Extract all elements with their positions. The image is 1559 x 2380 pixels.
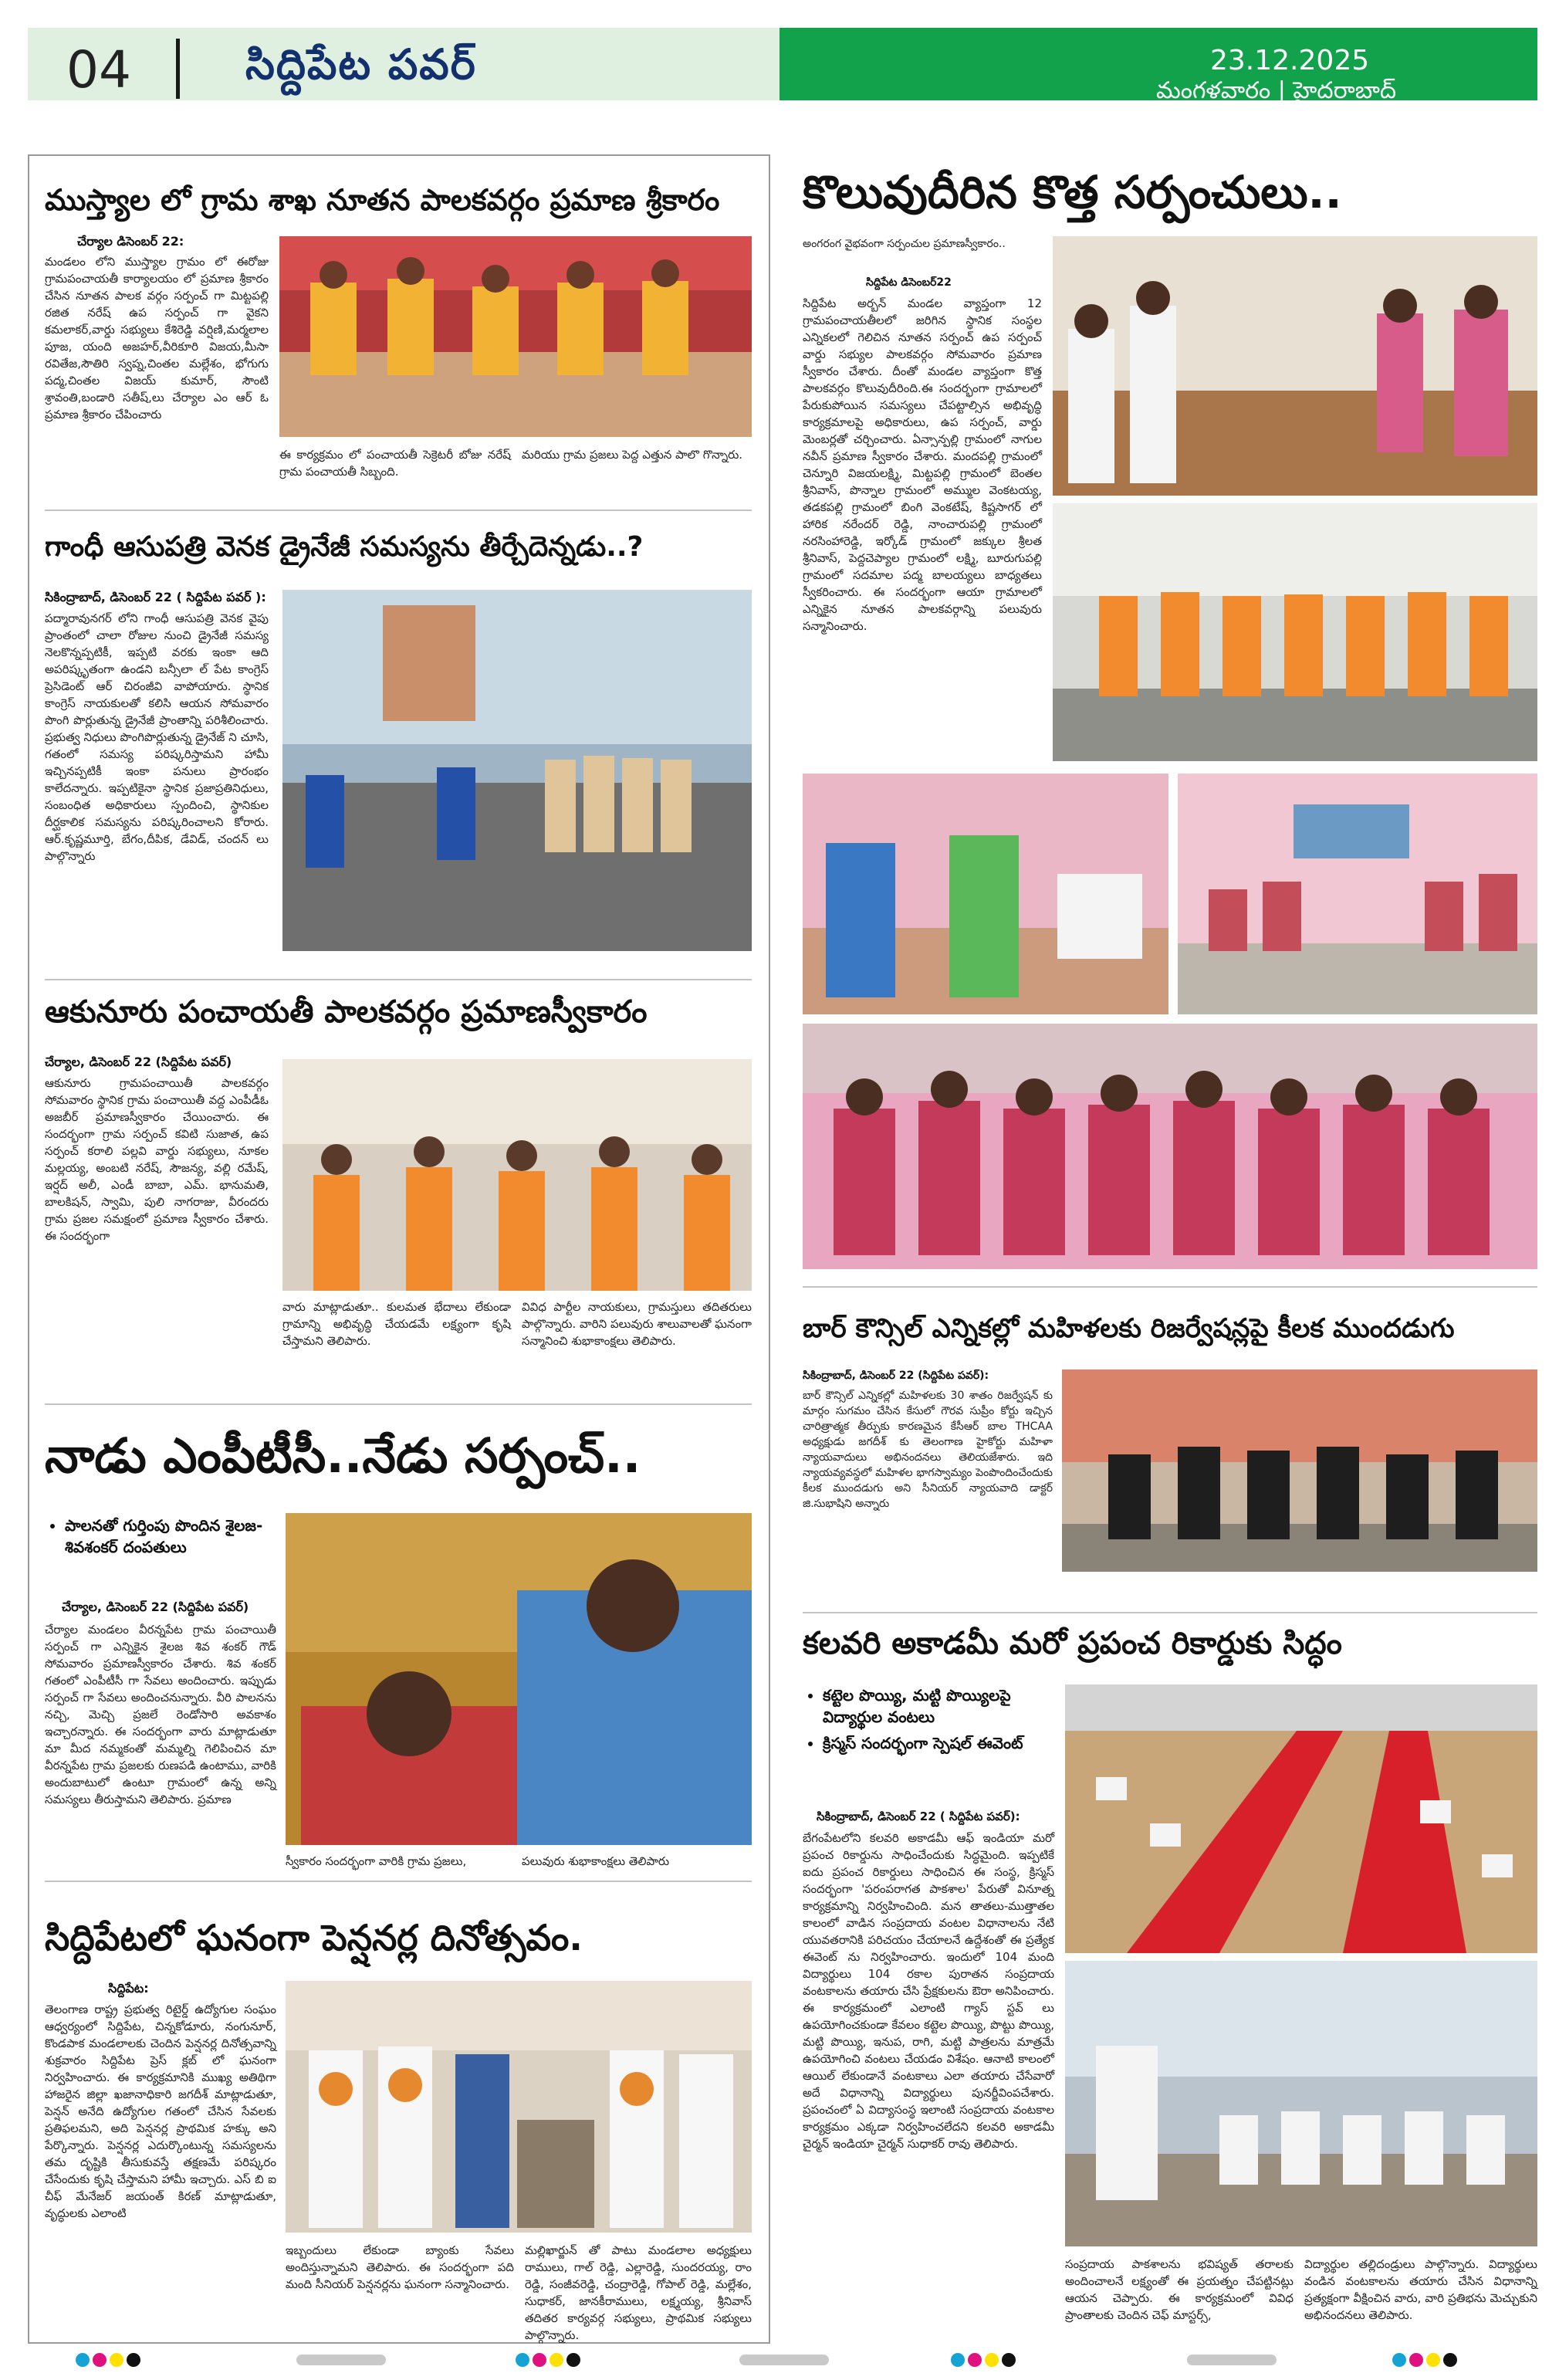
story-3-photo xyxy=(282,1059,752,1291)
story-8-bullets xyxy=(803,1684,1054,1759)
story-7-headline: బార్ కౌన్సిల్ ఎన్నికల్లో మహిళలకు రిజర్వేషన్లపై కీలక ముందడుగు xyxy=(803,1313,1455,1344)
story-5-photo xyxy=(286,1981,752,2233)
issue-day-city: మంగళవారం | హైదరాబాద్ xyxy=(1156,77,1397,104)
story-3-dateline: చేర్యాల, డిసెంబర్ 22 (సిద్దిపేట పవర్) xyxy=(45,1055,232,1069)
story-1-photo xyxy=(279,236,752,437)
story-6-photo-4 xyxy=(1178,774,1537,1014)
story-3-headline: ఆకునూరు పంచాయతీ పాలకవర్గం ప్రమాణస్వీకారం xyxy=(45,994,648,1030)
story-6-photo-5 xyxy=(803,1024,1537,1269)
story-6-kicker: అంగరంగ వైభవంగా సర్పంచుల ప్రమాణస్వీకారం.. xyxy=(803,238,1006,250)
story-6-headline: కొలువుదీరిన కొత్త సర్పంచులు.. xyxy=(803,166,1342,218)
story-divider xyxy=(45,979,752,980)
story-divider xyxy=(45,1403,752,1405)
story-8-body: బేగంపేటలోని కలవరి అకాడమీ ఆఫ్ ఇండియా మరో ప్రపంచ రికార్డును సాధించేందుకు సిద్ధమైంది. ఇప్పటికే ఐదు ప్రపంచ రికార్డులు సాధించిన ఈ సంస్థ, క్రిస్మస్ సందర్భంగా 'పరంపరాగత పాకశాల' పేరుతో వినూత్న కార్యక్రమాన్ని నిర్వహించింది. మన తాతలు-ముత్తాతల కాలంలో వాడిన సంప్రదాయ వంటల విధానాలను నేటి యువతరానికి పరిచయం చేయాలనే ఉద్దేశంతో ఈ ప్రత్యేక ఈవెంట్ ను నిర్వహించారు. ఇందులో 104 మంది విద్యార్థులు 104 రకాల పురాతన సంప్రదాయ వంటకాలను తయారు చేసి ప్రేక్షకులను ఔరా అనిపించారు. ఈ కార్యక్రమంలో ఎలాంటి గ్యాస్ స్టవ్ లు ఉపయోగించకుండా కేవలం కట్టెల పొయ్యి, పొట్టు పొయ్యి, మట్టి పొయ్యి, ఇనుప, రాగి, మట్టి పాత్రలను మాత్రమే ఉపయోగించి వంటలు చేయడం విశేషం. ఆనాటి కాలంలో ఆయిల్ లేకుండానే వంటకాలు ఎలా తయారు చేసేవారో అదే విధానాన్ని విద్యార్థులు పునర్జీవింపచేశారు. ప్రపంచంలో ఏ విద్యాసంస్థ ఇలాంటి సంప్రదాయ వంటకాల కార్యక్రమం ఎక్కడా నిర్వహించలేదని కలవరి అకాడమీ చైర్మన్ ఇండియా చైర్మన్ సుధాకర్ రావు తెలిపారు. xyxy=(803,1831,1054,2151)
story-divider xyxy=(45,1881,752,1882)
story-1-body-col3: మరియు గ్రామ ప్రజలు పెద్ద ఎత్తున పాలొ గొన్నారు. xyxy=(522,448,743,462)
story-3-body-col3: వివిధ పార్టీల నాయకులు, గ్రామస్తులు తదితరులు పాల్గొన్నారు. వారిని పలువురు శాలువాలతో ఘనంగా సన్మానించి శుభాకాంక్షలు తెలిపారు. xyxy=(522,1300,752,1348)
story-divider xyxy=(803,1612,1537,1613)
story-4-caption-left: స్వీకారం సందర్భంగా వారికి గ్రామ ప్రజలు, xyxy=(286,1854,467,1868)
story-7-body: బార్ కౌన్సిల్ ఎన్నికల్లో మహిళలకు 30 శాతం రిజర్వేషన్ కు మార్గం సుగమం చేసిన కేసులో గౌరవ సుప్రీం కోర్టు ఇచ్చిన చారిత్రాత్మక తీర్పుకు కారణమైన కేసీఆర్ బాల THCAA అధ్యక్షుడు జగదీశ్ కు తెలంగాణ హైకోర్టు మహిళా న్యాయవాదులు అభినందనలు తెలియజేశారు. ఇది న్యాయవ్యవస్థలో మహిళల భాగస్వామ్యం పెంపొందించేందుకు కీలక ముందడుగు అని సీనియర్ న్యాయవాది డాక్టర్ జి.సుభాషిని అన్నారు xyxy=(803,1390,1053,1510)
story-1-body: మండలం లోని ముస్త్యాల గ్రామం లో ఈరోజు గ్రామపంచాయతీ కార్యాలయం లో ప్రమాణ శ్రీకారం చేసిన నూతన పాలక వర్గం సర్పంచ్ గా మిట్టపల్లి రజిత నరేష్ ఉప సర్పంచ్ గా వైకని కమలాకర్,వార్డు సభ్యులు కేశిరెడ్డి వర్షిణి,మర్మలాల పూజ, యంది అజహర్,వీరికూరి విజయ,మీసా రవితేజ,సౌతిరి స్వప్న,చింతల మల్లేశం, భోగుగు పద్మ,చింతల విజయ్ కుమార్, సౌంటి శ్రావంతి,బండారి సతీష్,లు చేర్యాల ఎం ఆర్ ఓ ప్రమాణ శ్రీకారం చేపించారు xyxy=(45,255,269,421)
story-7-dateline: సికింద్రాబాద్, డిసెంబర్ 22 (సిద్దిపేట పవర్): xyxy=(803,1369,989,1382)
story-2-headline: గాంధీ ఆసుపత్రి వెనక డ్రైనేజీ సమస్యను తీర్చేదెన్నడు..? xyxy=(45,531,644,563)
story-divider xyxy=(803,1286,1537,1288)
header-divider xyxy=(176,39,180,99)
story-2-dateline: సికింద్రాబాద్, డిసెంబర్ 22 ( సిద్దిపేట పవర్ ): xyxy=(45,590,266,604)
story-8-body-col2: సంప్రదాయ పాకశాలను భవిష్యత్ తరాలకు అందించాలనే లక్ష్యంతో ఈ ప్రయత్నం చేపట్టినట్లు ఆయన చెప్పారు. ఈ కార్యక్రమంలో వివిధ ప్రాంతాలకు చెందిన చెఫ్ మాస్టర్స్, xyxy=(1065,2257,1294,2322)
story-3-body-col2: వారు మాట్లాడుతూ.. కులమత భేదాలు లేకుండా గ్రామాన్ని అభివృద్ధి చేయడమే లక్ష్యంగా కృషి చేస్తామని తెలిపారు. xyxy=(282,1300,511,1348)
story-2-body: పద్మారావునగర్ లోని గాంధీ ఆసుపత్రి వెనక వైపు ప్రాంతంలో చాలా రోజుల నుంచి డ్రైనేజీ సమస్య నెలకొన్నప్పటికీ, ఇప్పటి వరకు ఇంకా ఆది అపరిష్కృతంగా ఉండని బన్సీలా ల్ పేట కాంగ్రెస్ ప్రెసిడెంట్ ఆర్ చిరంజీవి వాపోయారు. స్థానిక కాంగ్రెస్ నాయకులతో కలిసి ఆయన సోమవారం పొంగి పొర్లుతున్న డ్రైనేజీ ప్రాంతాన్ని పరిశీలించారు. ప్రభుత్వ నిధులు పొంగిపొర్లుతున్న డ్రైనేజ్ ని చూసి, గతంలో సమస్య పరిష్కరిస్తామని హామీ ఇచ్చినప్పటికీ ఇంకా పనులు ప్రారంభం కాలేదన్నారు. ఇప్పటికైనా స్థానిక ప్రజాప్రతినిధులు, సంబంధిత అధికారులు స్పందించి, స్థానికుల దీర్ఘకాలిక సమస్యను పరిష్కరించాలని కోరారు. ఆర్.కృష్ణమూర్తి, బేగం,దీపిక, డేవిడ్, చందన్ లు పాల్గొన్నారు xyxy=(45,611,269,863)
story-8-photo-1 xyxy=(1065,1684,1537,1953)
story-6-body: సిద్దిపేట అర్బన్ మండల వ్యాప్తంగా 12 గ్రామపంచాయతీలలో జరిగిన స్థానిక సంస్థల ఎన్నికలలో గెలిచిన నూతన సర్పంచ్ ఉప సర్పంచ్ వార్డు సభ్యుల పాలకవర్గం సోమవారం ప్రమాణ స్వీకారం చేశారు. దీంతో మండల వ్యాప్తంగా కొత్త పాలకవర్గం కొలువుదీరింది.ఈ సందర్భంగా గ్రామాలలో పేరుకుపోయిన సమస్యలు చేపట్టాల్సిన అభివృద్ధి కార్యక్రమాలపై అధికారులు, ఉప సర్పంచ్, వార్డు మెంబర్లతో చర్చించారు. ఏన్సాన్పల్లి గ్రామంలో నాగుల నవీన్ ప్రమాణ స్వీకారం చేశారు. మందపల్లి గ్రామంలో చెన్నూరి విజయలక్ష్మి, మిట్టపల్లి గ్రామంలో బెంతల శ్రీనివాస్, పొన్నాల గ్రామంలో అమ్ముల వెంకటయ్య, తడకపల్లి గ్రామంలో బింగి వెంకటేష్, కిష్టసాగర్ లో హారిక నరేందర్ రెడ్డి, నాంచారుపల్లి గ్రామంలో నరసింహారెడ్డి, ఇర్కోడ్ గ్రామంలో జక్కుల శ్రీలత శ్రీనివాస్, పెద్దచెప్యాల గ్రామంలో లక్ష్మి, బూరుగుపల్లి గ్రామంలో సదమాల పద్మ బాలయ్యలు బాధ్యతలు స్వీకరించారు. ఈ సందర్భంగా ఆయా గ్రామాలలో ఎన్నికైన నూతన పాలకవర్గాన్ని పలువురు సన్మానించారు. xyxy=(803,296,1042,633)
story-2-photo xyxy=(282,590,752,951)
story-6-photo-3 xyxy=(803,774,1168,1014)
story-6-dateline: సిద్దిపేట డిసెంబర్22 xyxy=(866,276,952,289)
story-1-headline: ముస్త్యాల లో గ్రామ శాఖ నూతన పాలకవర్గం ప్రమాణ శ్రీకారం xyxy=(45,183,720,217)
story-8-body-col3: విద్యార్థుల తల్లిదండ్రులు పాల్గొన్నారు. విద్యార్థులు వండిన వంటకాలను తయారు చేసిన విధానాన్ని ప్రత్యక్షంగా వీక్షించిన వారు, వారి ప్రతిభను మెచ్చుకుని అభినందనలు తెలిపారు. xyxy=(1304,2257,1537,2322)
story-4-dateline: చేర్యాల, డిసెంబర్ 22 (సిద్దిపేట పవర్) xyxy=(62,1600,249,1614)
story-divider xyxy=(45,510,752,511)
story-8-headline: కలవరి అకాడమీ మరో ప్రపంచ రికార్డుకు సిద్ధం xyxy=(803,1626,1342,1661)
story-1-body-col2: ఈ కార్యక్రమం లో పంచాయతీ సెక్రెటరీ బోజు నరేష్ గ్రామ పంచాయతీ సిబ్బంది. xyxy=(279,448,511,479)
story-8-bullet: • క్రిస్మస్ సందర్భంగా స్పెషల్ ఈవెంట్ xyxy=(823,1732,1054,1754)
story-5-body: తెలంగాణ రాష్ట్ర ప్రభుత్వ రిటైర్డ్ ఉద్యోగుల సంఘం ఆధ్వర్యంలో సిద్దిపేట, చిన్నకోడూరు, నంగునూర్, కొండపాక మండలాలకు చెందిన పెన్షనర్ల దినోత్సవాన్ని శుక్రవారం సిద్దిపేట ప్రెస్ క్లబ్ లో ఘనంగా నిర్వహించారు. ఈ కార్యక్రమానికి ముఖ్య అతిథిగా హాజరైన జిల్లా ఖజానాధికారి జగదీశ్ మాట్లాడుతూ, పెన్షన్ అనేది ఉద్యోగుల గతంలో చేసిన సేవలకు ప్రతిఫలమని, అది పెన్షనర్ల ప్రాథమిక హక్కు అని పేర్కొన్నారు. పెన్షనర్ల ఎదుర్కొంటున్న సమస్యలను తమ దృష్టికి తీసుకువస్తే తక్షణమే పరిష్కరం చేసేందుకు కృషి చేస్తామని హామీ ఇచ్చారు. ఎస్ బి ఐ చీఫ్ మేనేజర్ జయంత్ కిరణ్ మాట్లాడుతూ, వృద్ధులకు ఎలాంటి xyxy=(45,2003,276,2220)
story-5-body-col3: మల్లిఖార్జున్ తో పాటు మండలాల అధ్యక్షులు రాములు, గాల్ రెడ్డి, ఎల్లారెడ్డి, సుందరయ్య, రాం రెడ్డి, సంజీవరెడ్డి, చంద్రారెడ్డి, గోపాల్ రెడ్డి, మల్లేశం, సుధాకర్, జానకీరాములు, లక్ష్మయ్య, శ్రీనివాస్ తదితర కార్యవర్గ సభ్యులు, ప్రాథమిక సభ్యులు పాల్గొన్నారు. xyxy=(525,2243,752,2342)
issue-date: 23.12.2025 xyxy=(1210,45,1370,76)
story-6-photo-2 xyxy=(1053,503,1537,761)
masthead-title: సిద్దిపేట పవర్ xyxy=(245,40,477,89)
story-3-body: ఆకునూరు గ్రామపంచాయితీ పాలకవర్గం సోమవారం స్థానిక గ్రామ పంచాయితీ వద్ద ఎంపీడీఓ అజబీర్ ప్రమాణస్వీకారం చేయించారు. ఈ సందర్భంగా గ్రామ సర్పంచ్ కవిటి సుజాత, ఉప సర్పంచ్ కరాలి పల్లవి వార్డు సభ్యులు, నూకల మల్లయ్య, అంబటి నరేష్, సౌజన్య, వల్లి రమేష్, ఇర్షద్ అలీ, ఎండీ బాబా, ఎమ్. భానుమతి, బాలకిషన్, స్వామి, పులి నాగరాజు, వీరందరు గ్రామ ప్రజల సమక్షంలో ప్రమాణ స్వీకారం చేశారు. ఈ సందర్భంగా xyxy=(45,1076,269,1243)
story-8-dateline: సికింద్రాబాద్, డిసెంబర్ 22 ( సిద్దిపేట పవర్): xyxy=(817,1810,1020,1823)
story-8-bullet: • కట్టెల పొయ్యి, మట్టి పొయ్యిలపై విద్యార్థుల వంటలు xyxy=(823,1684,1054,1728)
story-5-body-col2: ఇబ్బందులు లేకుండా బ్యాంకు సేవలు అందిస్తున్నామని తెలిపారు. ఈ సందర్భంగా పది మంది సీనియర్ పెన్షనర్లను ఘనంగా సన్మానించారు. xyxy=(286,2243,514,2291)
story-1-dateline: చేర్యాల డిసెంబర్ 22: xyxy=(77,234,184,249)
story-5-dateline: సిద్దిపేట: xyxy=(108,1981,149,1996)
story-4-bullets xyxy=(45,1515,296,1562)
story-4-caption-right: పలువురు శుభాకాంక్షలు తెలిపారు xyxy=(522,1854,670,1868)
story-8-photo-2 xyxy=(1065,1961,1537,2246)
story-4-photo xyxy=(286,1513,752,1845)
story-4-bullet: • పాలనతో గుర్తింపు పొందిన శైలజ-శివశంకర్ దంపతులు xyxy=(65,1515,296,1558)
story-6-photo-1 xyxy=(1053,236,1537,496)
story-7-photo xyxy=(1062,1369,1537,1572)
story-4-body: చేర్యాల మండలం వీరన్నపేట గ్రామ పంచాయితీ సర్పంచ్ గా ఎన్నికైన శైలజ శివ శంకర్ గౌడ్ సోమవారం ప్రమాణస్వీకారం చేశారు. శివ శంకర్ గతంలో ఎంపీటీసీ గా సేవలు అందించారు. ఇప్పుడు సర్పంచ్ గా సేవలు అందించనున్నారు. వీరి పాలనను నచ్చి, మెచ్చి ప్రజలే రెండోసారి అవకాశం ఇచ్చారన్నారు. ఈ సందర్భంగా వారు మాట్లాడుతూ మా మీద నమ్మకంతో మమ్మల్ని గెలిపించిన మా వీరన్నపేట గ్రామ ప్రజలకు రుణపడి ఉంటాము, వారికి అందుబాటులో ఉంటూ గ్రామంలో ఉన్న అన్ని సమస్యలు తీరుస్తామని తెలిపారు. ప్రమాణ xyxy=(45,1623,276,1806)
story-4-headline: నాడు ఎంపీటీసీ..నేడు సర్పంచ్.. xyxy=(45,1427,641,1484)
story-5-headline: సిద్దిపేటలో ఘనంగా పెన్షనర్ల దినోత్సవం. xyxy=(45,1917,583,1959)
page-number: 04 xyxy=(66,40,131,100)
